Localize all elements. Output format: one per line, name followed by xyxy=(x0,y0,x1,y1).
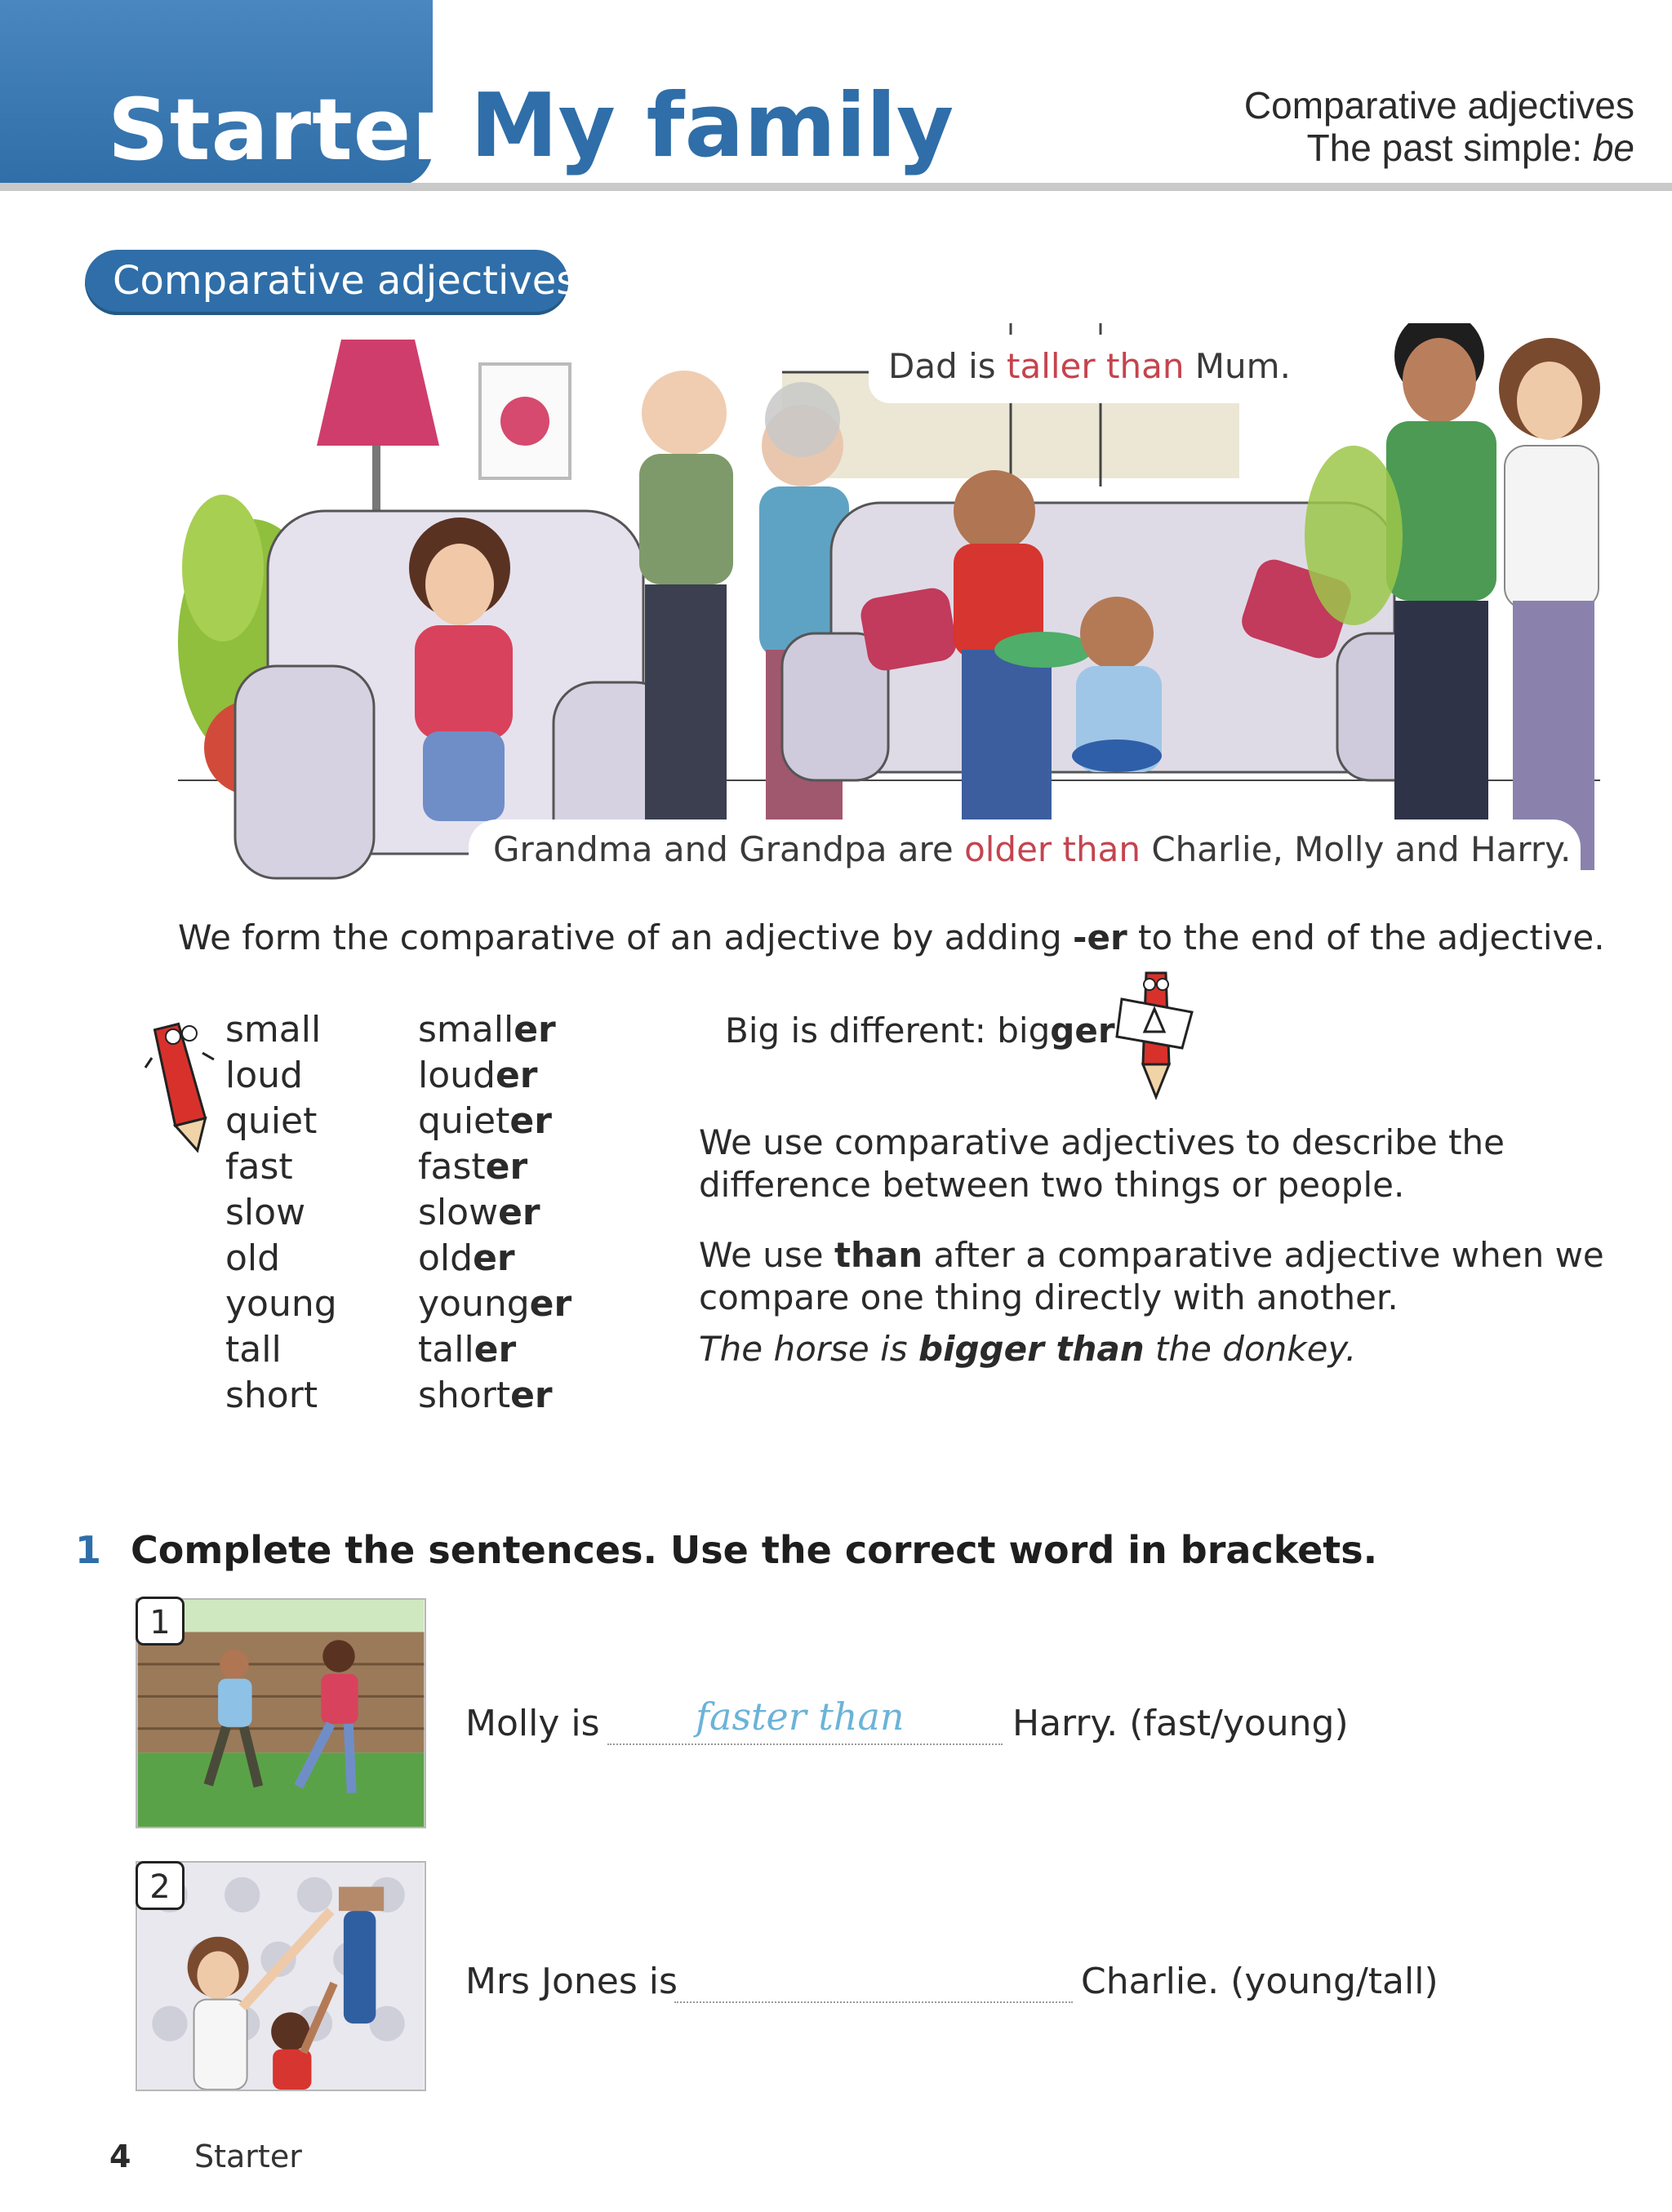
family-illustration xyxy=(178,323,1600,890)
rule-pre: We form the comparative of an adjective by adding xyxy=(178,917,1074,957)
base-adjective: tall xyxy=(225,1329,282,1370)
comparative-adjective xyxy=(418,1053,571,1099)
item-number-box: 1 xyxy=(136,1597,185,1646)
topic-line-1: Comparative adjectives xyxy=(1243,84,1634,127)
speech-bottom-highlight: older than xyxy=(964,829,1141,869)
exercise-instruction: Complete the sentences. Use the correct word in brackets. xyxy=(131,1528,1378,1572)
rule-bold: -er xyxy=(1073,917,1127,957)
comparative-suffix: er xyxy=(509,1100,552,1142)
example-pre: The horse is xyxy=(699,1329,919,1369)
example-post: the donkey. xyxy=(1144,1329,1357,1369)
comparative-adjective xyxy=(418,1281,571,1327)
comparative-suffix: er xyxy=(529,1283,572,1325)
page-number: 4 xyxy=(109,2139,131,2174)
comparative-stem: young xyxy=(418,1283,530,1325)
girl-molly xyxy=(409,517,513,821)
comparative-adjective xyxy=(418,1373,571,1419)
example-sentence xyxy=(699,1329,1356,1369)
comparative-suffix: er xyxy=(495,1055,538,1096)
topic-2-italic: be xyxy=(1592,127,1634,169)
comparative-stem: slow xyxy=(418,1192,499,1233)
base-adjective: small xyxy=(225,1009,322,1050)
speech-bottom-pre: Grandma and Grandpa are xyxy=(493,829,965,869)
sentence-2-tail: Charlie. (young/tall) xyxy=(1081,1961,1439,2002)
sentence-1-tail: Harry. (fast/young) xyxy=(1012,1703,1349,1744)
base-adjective: slow xyxy=(225,1192,306,1233)
mum xyxy=(1499,338,1600,870)
unit-label: Starter xyxy=(108,80,455,180)
speech-bottom-post: Charlie, Molly and Harry. xyxy=(1141,829,1572,869)
comparative-adjective xyxy=(418,1007,571,1053)
comparative-stem: quiet xyxy=(418,1100,510,1142)
base-adjective: old xyxy=(225,1237,281,1279)
comparative-adjective xyxy=(418,1099,571,1144)
note-2-bold: than xyxy=(834,1235,923,1275)
header-divider xyxy=(0,183,1672,191)
big-bold: ger xyxy=(1050,1011,1115,1050)
comparative-stem: short xyxy=(418,1375,511,1416)
topic-2-text: The past simple: xyxy=(1306,127,1593,169)
comparative-adjective xyxy=(418,1327,571,1373)
grammar-rule xyxy=(178,917,1605,957)
comparative-stem: tall xyxy=(418,1329,474,1370)
comparative-suffix: er xyxy=(514,1009,556,1050)
exercise-number: 1 xyxy=(75,1528,102,1572)
usage-note-2 xyxy=(699,1234,1613,1319)
comparative-column xyxy=(418,1007,571,1419)
plant-right xyxy=(1305,446,1403,625)
comparative-adjective xyxy=(418,1190,571,1236)
comparative-suffix: er xyxy=(473,1237,515,1279)
sentence-2-lead: Mrs Jones is xyxy=(465,1961,678,2002)
item-number-box: 2 xyxy=(136,1861,185,1910)
comparative-suffix: er xyxy=(485,1146,528,1188)
sample-answer-1: faster than xyxy=(696,1695,905,1739)
comparative-stem: fast xyxy=(418,1146,486,1188)
speech-bottom-text xyxy=(493,829,1571,869)
example-bold: bigger than xyxy=(918,1329,1145,1369)
base-adjective: fast xyxy=(225,1146,293,1188)
speech-top-text xyxy=(888,346,1291,386)
note-2-pre: We use xyxy=(699,1235,834,1275)
base-adjective: young xyxy=(225,1283,337,1325)
base-adjective: short xyxy=(225,1375,318,1416)
footer-unit-label: Starter xyxy=(194,2139,302,2174)
comparative-stem: old xyxy=(418,1237,474,1279)
sentence-1-lead: Molly is xyxy=(465,1703,600,1744)
rule-post: to the end of the adjective. xyxy=(1127,917,1605,957)
base-adjective-column xyxy=(225,1007,337,1419)
base-adjective: quiet xyxy=(225,1100,318,1142)
big-exception-note xyxy=(725,1011,1115,1050)
comparative-suffix: er xyxy=(474,1329,517,1370)
comparative-stem: small xyxy=(418,1009,514,1050)
usage-note-1: We use comparative adjectives to describe the difference between two things or people. xyxy=(699,1122,1505,1205)
answer-blank-2[interactable] xyxy=(674,1961,1073,2003)
warning-pencil-icon xyxy=(1112,966,1202,1113)
comparative-suffix: er xyxy=(498,1192,540,1233)
speech-top-pre: Dad is xyxy=(888,346,1007,386)
comparative-adjective xyxy=(418,1144,571,1190)
comparative-adjective xyxy=(418,1236,571,1281)
speech-top-highlight: taller than xyxy=(1007,346,1185,386)
base-adjective: loud xyxy=(225,1055,303,1096)
pencil-mascot-icon xyxy=(144,1009,217,1156)
comparative-stem: loud xyxy=(418,1055,496,1096)
speech-top-post: Mum. xyxy=(1184,346,1291,386)
page-title: My family xyxy=(470,75,954,177)
section-title: Comparative adjectives xyxy=(113,258,577,304)
topic-line-2 xyxy=(1307,126,1634,170)
big-pre: Big is different: big xyxy=(725,1011,1051,1050)
comparative-suffix: er xyxy=(510,1375,553,1416)
note-2-post: after a comparative adjective when we compare one thing directly with another. xyxy=(699,1235,1604,1317)
boy-harry xyxy=(1072,597,1162,772)
